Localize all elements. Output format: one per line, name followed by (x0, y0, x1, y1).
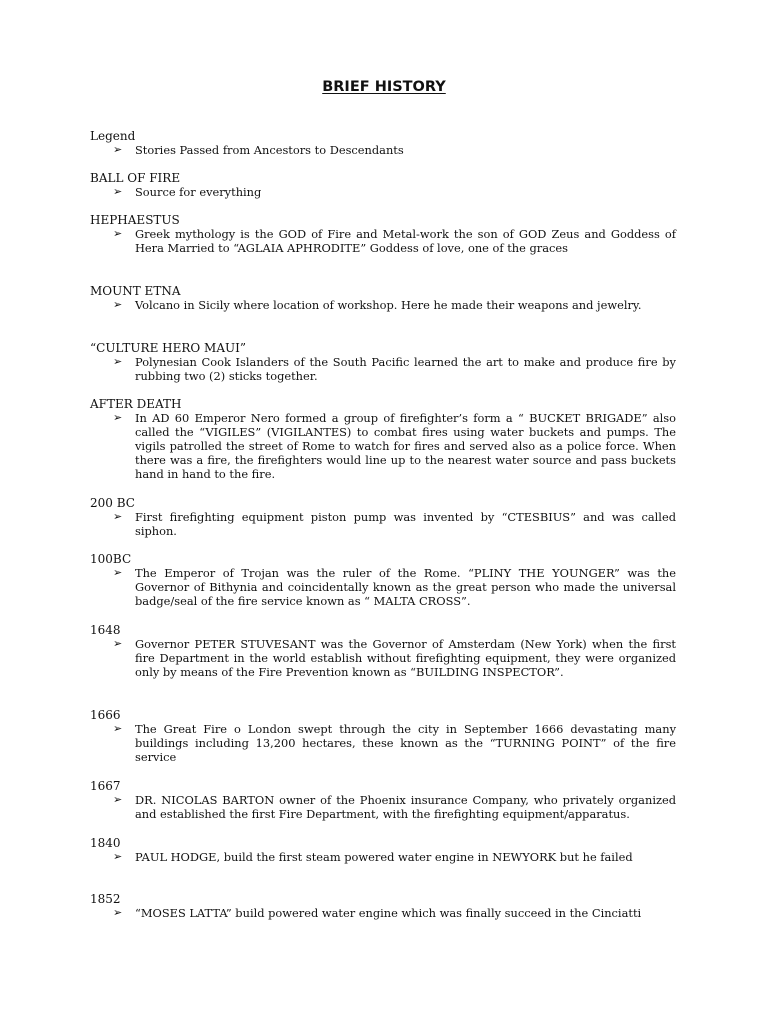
bullet-item (90, 850, 680, 864)
section-heading: 200 BC (90, 496, 135, 510)
section-1852 (90, 892, 680, 920)
arrow-bullet-icon: ➢ (113, 637, 123, 650)
section-heading: 1852 (90, 892, 121, 906)
section-ball-of-fire (90, 171, 680, 199)
section-heading: “CULTURE HERO MAUI” (90, 341, 246, 355)
section-heading: 1666 (90, 708, 121, 722)
bullet-text: Governor PETER STUVESANT was the Governor of Amsterdam (New York) when the first fire Department in the world establish without firefighting equipment, they were organized only by means of the Fire Prevention known as “BUILDING INSPECTOR”. (135, 637, 676, 679)
section-heading: AFTER DEATH (90, 397, 182, 411)
bullet-item (90, 637, 680, 679)
arrow-bullet-icon: ➢ (113, 185, 123, 198)
bullet-item (90, 510, 680, 538)
section-heading: 1648 (90, 623, 121, 637)
bullet-item (90, 355, 680, 383)
bullet-text: Source for everything (135, 185, 262, 199)
section-culture-hero-maui (90, 341, 680, 383)
arrow-bullet-icon: ➢ (113, 355, 123, 368)
section-200-bc (90, 496, 680, 538)
page-title: BRIEF HISTORY (322, 79, 446, 95)
bullet-item (90, 793, 680, 821)
section-hephaestus (90, 213, 680, 255)
arrow-bullet-icon: ➢ (113, 143, 123, 156)
bullet-item (90, 143, 680, 157)
section-100bc (90, 552, 680, 608)
arrow-bullet-icon: ➢ (113, 298, 123, 311)
arrow-bullet-icon: ➢ (113, 227, 123, 240)
arrow-bullet-icon: ➢ (113, 850, 123, 863)
bullet-text: In AD 60 Emperor Nero formed a group of firefighter’s form a “ BUCKET BRIGADE” also called the “VIGILES” (VIGILANTES) to combat fires using water buckets and pumps. The vigils patrolled the street of Rome to watch for fires and served also as a police force. When there was a fire, the firefighters would line up to the nearest water source and pass buckets hand in hand to the fire. (135, 411, 676, 481)
bullet-text: PAUL HODGE, build the first steam powered water engine in NEWYORK but he failed (135, 850, 633, 864)
arrow-bullet-icon: ➢ (113, 722, 123, 735)
bullet-item (90, 722, 680, 764)
section-1840 (90, 836, 680, 864)
bullet-text: The Great Fire o London swept through the city in September 1666 devastating many buildings including 13,200 hectares, these known as the “TURNING POINT” of the fire service (135, 722, 676, 764)
section-heading: BALL OF FIRE (90, 171, 181, 185)
arrow-bullet-icon: ➢ (113, 411, 123, 424)
section-heading: 100BC (90, 552, 132, 566)
section-1667 (90, 779, 680, 821)
arrow-bullet-icon: ➢ (113, 906, 123, 919)
bullet-item (90, 411, 680, 481)
bullet-text: First firefighting equipment piston pump was invented by “CTESBIUS” and was called siphon. (135, 510, 676, 538)
section-mount-etna (90, 284, 680, 312)
bullet-item (90, 906, 680, 920)
section-1648 (90, 623, 680, 679)
bullet-text: “MOSES LATTA” build powered water engine which was finally succeed in the Cinciatti (135, 906, 642, 920)
bullet-text: The Emperor of Trojan was the ruler of the Rome. “PLINY THE YOUNGER” was the Governor of Bithynia and coincidentally known as the great person who made the universal badge/seal of the fire service known as “ MALTA CROSS”. (135, 566, 676, 608)
section-1666 (90, 708, 680, 764)
bullet-text: DR. NICOLAS BARTON owner of the Phoenix insurance Company, who privately organized and established the first Fire Department, with the firefighting equipment/apparatus. (135, 793, 676, 821)
section-heading: HEPHAESTUS (90, 213, 180, 227)
section-legend (90, 129, 680, 157)
bullet-text: Polynesian Cook Islanders of the South Pacific learned the art to make and produce fire by rubbing two (2) sticks together. (135, 355, 676, 383)
bullet-item (90, 298, 680, 312)
bullet-item (90, 566, 680, 608)
bullet-text: Stories Passed from Ancestors to Descendants (135, 143, 404, 157)
arrow-bullet-icon: ➢ (113, 566, 123, 579)
bullet-text: Volcano in Sicily where location of workshop. Here he made their weapons and jewelry. (135, 298, 642, 312)
section-heading: MOUNT ETNA (90, 284, 181, 298)
section-heading: Legend (90, 129, 136, 143)
bullet-item (90, 227, 680, 255)
bullet-text: Greek mythology is the GOD of Fire and Metal-work the son of GOD Zeus and Goddess of Hera Married to “AGLAIA APHRODITE” Goddess of love, one of the graces (135, 227, 676, 255)
section-heading: 1667 (90, 779, 121, 793)
arrow-bullet-icon: ➢ (113, 793, 123, 806)
bullet-item (90, 185, 680, 199)
arrow-bullet-icon: ➢ (113, 510, 123, 523)
section-after-death (90, 397, 680, 481)
section-heading: 1840 (90, 836, 121, 850)
